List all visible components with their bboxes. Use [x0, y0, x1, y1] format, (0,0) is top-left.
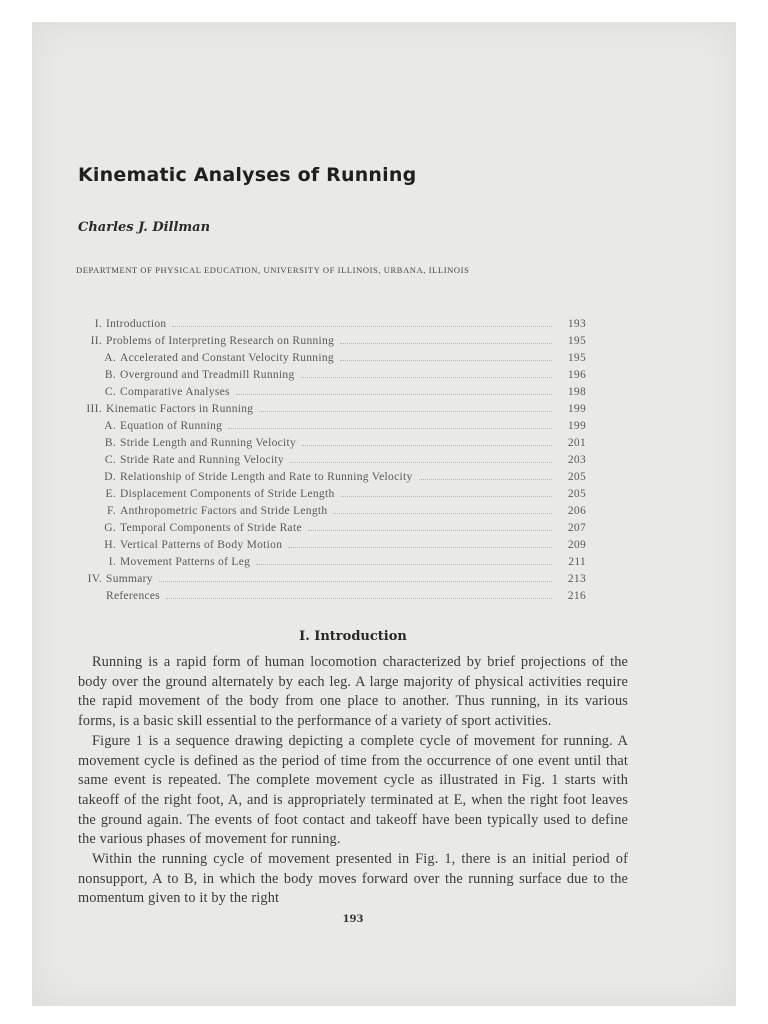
table-of-contents — [78, 318, 586, 607]
toc-leader-dots — [290, 462, 552, 463]
paragraph: Running is a rapid form of human locomotion characterized by brief projections of the body over the ground alternately by each leg. A large majority of physical activities require the rapid movement of the body from one place to another. Thus running, in its various forms, is a basic skill essential to the performance of a variety of sport activities. — [78, 654, 628, 730]
toc-entry-page: 195 — [567, 335, 586, 347]
toc-entry — [78, 488, 586, 505]
toc-entry-page: 209 — [567, 539, 586, 551]
toc-entry-number: G. — [104, 522, 116, 534]
toc-leader-dots — [341, 496, 553, 497]
toc-entry — [78, 335, 586, 352]
toc-entry — [78, 386, 586, 403]
toc-entry-page: 213 — [567, 573, 586, 585]
paragraph: Figure 1 is a sequence drawing depicting a complete cycle of movement for running. A movement cycle is defined as the period of time from the occurrence of one event until that same event is repeated. The complete movement cycle as illustrated in Fig. 1 starts with takeoff of the right foot, A, and is appropriately terminated at E, when the right foot leaves the ground again. The events of foot contact and takeoff have been typically used to define the various phases of movement for running. — [78, 732, 628, 848]
toc-entry-page: 193 — [567, 318, 586, 330]
toc-entry-number: C. — [104, 386, 116, 398]
section-heading: I. Introduction — [299, 629, 407, 644]
article-author: Charles J. Dillman — [78, 220, 211, 235]
toc-entry-page: 206 — [567, 505, 586, 517]
toc-entry-number: F. — [107, 505, 116, 517]
toc-entry-number: II. — [90, 335, 102, 347]
article-title: Kinematic Analyses of Running — [78, 164, 417, 186]
toc-entry — [78, 505, 586, 522]
toc-entry-page: 205 — [567, 488, 586, 500]
toc-entry-page: 207 — [567, 522, 586, 534]
toc-entry-title: Accelerated and Constant Velocity Running — [120, 352, 334, 364]
toc-entry-number: H. — [104, 539, 116, 551]
toc-entry — [78, 556, 586, 573]
author-affiliation: DEPARTMENT OF PHYSICAL EDUCATION, UNIVERSITY OF ILLINOIS, URBANA, ILLINOIS — [76, 265, 470, 275]
toc-entry-title: Kinematic Factors in Running — [106, 403, 254, 415]
toc-entry — [78, 471, 586, 488]
toc-leader-dots — [419, 479, 552, 480]
toc-entry-page: 196 — [567, 369, 586, 381]
toc-entry — [78, 539, 586, 556]
paragraph: Within the running cycle of movement presented in Fig. 1, there is an initial period of nonsupport, A to B, in which the body moves forward over the running surface due to the momentum given to it by the right — [78, 851, 628, 907]
toc-entry-number: I. — [94, 318, 102, 330]
toc-entry — [78, 573, 586, 590]
toc-leader-dots — [302, 445, 552, 446]
toc-entry-title: Stride Length and Running Velocity — [120, 437, 297, 449]
toc-entry-number: III. — [86, 403, 102, 415]
toc-entry-title: Comparative Analyses — [120, 386, 230, 398]
toc-entry-title: Movement Patterns of Leg — [120, 556, 251, 568]
toc-leader-dots — [166, 598, 552, 599]
toc-entry-title: Relationship of Stride Length and Rate to Running Velocity — [120, 471, 413, 483]
toc-leader-dots — [256, 564, 552, 565]
toc-entry — [78, 352, 586, 369]
body-text — [78, 653, 628, 909]
toc-entry-title: Temporal Components of Stride Rate — [120, 522, 302, 534]
toc-leader-dots — [308, 530, 552, 531]
toc-entry-title: Anthropometric Factors and Stride Length — [120, 505, 328, 517]
toc-entry-number: I. — [108, 556, 116, 568]
toc-entry-number: C. — [104, 454, 116, 466]
page-number: 193 — [342, 914, 364, 926]
toc-entry-page: 198 — [567, 386, 586, 398]
toc-leader-dots — [333, 513, 552, 514]
toc-entry — [78, 590, 586, 607]
toc-entry-number: B. — [104, 369, 116, 381]
toc-entry-page: 203 — [567, 454, 586, 466]
toc-entry-page: 199 — [567, 420, 586, 432]
toc-entry-title: Equation of Running — [120, 420, 223, 432]
toc-entry — [78, 369, 586, 386]
toc-leader-dots — [340, 343, 552, 344]
toc-leader-dots — [228, 428, 552, 429]
toc-leader-dots — [259, 411, 552, 412]
toc-entry-title: Stride Rate and Running Velocity — [120, 454, 284, 466]
toc-leader-dots — [159, 581, 552, 582]
toc-entry-title: References — [106, 590, 161, 602]
toc-entry-page: 211 — [568, 556, 586, 568]
toc-entry-page: 195 — [567, 352, 586, 364]
toc-leader-dots — [172, 326, 552, 327]
toc-entry — [78, 437, 586, 454]
toc-entry-title: Introduction — [106, 318, 167, 330]
toc-entry-title: Displacement Components of Stride Length — [120, 488, 335, 500]
toc-entry-number: A. — [104, 420, 116, 432]
toc-entry-title: Vertical Patterns of Body Motion — [120, 539, 283, 551]
toc-entry-page: 199 — [567, 403, 586, 415]
toc-leader-dots — [340, 360, 552, 361]
toc-entry-number: B. — [104, 437, 116, 449]
toc-entry — [78, 454, 586, 471]
toc-entry — [78, 522, 586, 539]
toc-entry-page: 216 — [567, 590, 586, 602]
paper-page — [78, 150, 628, 925]
toc-entry-number: D. — [104, 471, 116, 483]
toc-entry-page: 205 — [567, 471, 586, 483]
toc-leader-dots — [236, 394, 552, 395]
toc-leader-dots — [301, 377, 552, 378]
toc-entry-number: E. — [105, 488, 116, 500]
toc-entry-number: IV. — [87, 573, 102, 585]
toc-entry-page: 201 — [567, 437, 586, 449]
toc-entry — [78, 403, 586, 420]
toc-entry-number: A. — [104, 352, 116, 364]
toc-leader-dots — [288, 547, 552, 548]
toc-entry-title: Problems of Interpreting Research on Running — [106, 335, 335, 347]
toc-entry — [78, 318, 586, 335]
toc-entry — [78, 420, 586, 437]
toc-entry-title: Overground and Treadmill Running — [120, 369, 295, 381]
toc-entry-title: Summary — [106, 573, 153, 585]
